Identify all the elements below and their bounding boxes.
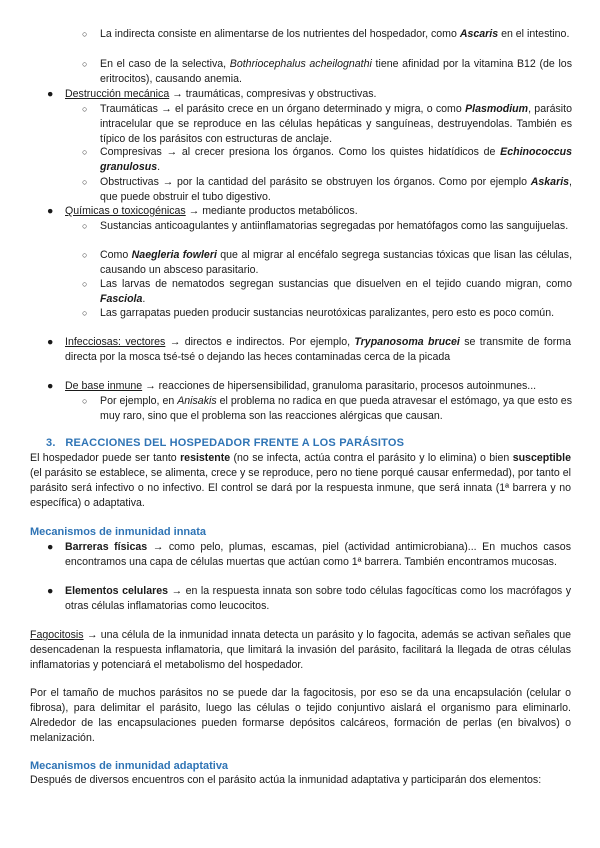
list-item-indirecta [82,27,572,42]
paragraph-encapsulacion [30,686,571,746]
list-item-naegleria [82,248,572,278]
list-item-garrapatas [82,306,572,321]
text: → como pelo, plumas, escamas, piel (actividad antimicrobiana)... En muchos casos encontramos una capa de células muertas que actúan como 1ª barrera. También encontramos mucosas. [65,541,571,568]
species-name: Bothriocephalus acheilognathi [229,58,372,70]
section-paragraph [30,451,571,511]
section-heading [46,436,404,451]
text: Las garrapatas pueden producir sustancias neurotóxicas paralizantes, pero esto es poco común. [100,307,555,319]
text: → reacciones de hipersensibilidad, granuloma parasitario, procesos autoinmunes... [142,380,537,392]
hollow-bullet-icon: ○ [82,177,88,187]
section-title: REACCIONES DEL HOSPEDADOR FRENTE A LOS PARÁSITOS [65,437,405,449]
text: . [157,161,161,173]
item-title: Destrucción mecánica [65,88,170,100]
list-item-sustancias [82,219,572,234]
list-item-base-inmune [47,379,571,394]
species-name: Ascaris [459,28,499,40]
list-item-obstructivas [82,175,572,205]
item-title: Barreras físicas [65,541,148,553]
text: . [142,293,146,305]
subheading-adaptativa: Mecanismos de inmunidad adaptativa [30,760,229,772]
item-title: Elementos celulares [65,585,169,597]
text: Compresivas → al crecer presiona los órganos. Como los quistes hidatídicos de [100,146,501,158]
text: el problema no radica en que pueda atravesar el estómago, ya que esto es muy raro, sino que el problema son las reacciones alérgicas que causan. [100,395,572,422]
text: en el intestino. [498,28,570,40]
hollow-bullet-icon: ○ [82,221,88,231]
text: El hospedador puede ser tanto [30,452,181,464]
species-name: Echinococcus granulosus [100,146,572,173]
term: resistente [180,452,231,464]
text: En el caso de la selectiva, [100,58,230,70]
hollow-bullet-icon: ○ [82,104,88,114]
species-name: Naegleria fowleri [131,249,217,261]
text: (el parásito se establece, se alimenta, crece y se reproduce, pero no tiene porqué causar enfermedad), por tanto el parásito será infectivo o no infectivo. El control se dará por la respuesta inmune, que será innata (1ª barrera y no específica) o adaptativa. [30,467,571,509]
bullet-icon: ● [47,336,54,348]
hollow-bullet-icon: ○ [82,250,88,260]
species-name: Plasmodium [465,103,529,115]
hollow-bullet-icon: ○ [82,279,88,289]
hollow-bullet-icon: ○ [82,308,88,318]
text: (no se infecta, actúa contra el parásito y lo elimina) o bien [230,452,513,464]
species-name: Trypanosoma brucei [354,336,460,348]
text: que al migrar al encéfalo segrega sustancias tóxicas que lisan las células, causando un absceso parasitario. [100,249,573,276]
bullet-icon: ● [47,88,54,100]
text: Las larvas de nematodos segregan sustancias que disuelven en el tejido cuando migran, como [100,278,572,290]
item-title: Químicas o toxicogénicas [65,205,186,217]
list-item-quimicas [47,204,571,219]
hollow-bullet-icon: ○ [82,147,88,157]
text: Por el tamaño de muchos parásitos no se puede dar la fagocitosis, por eso se da una encapsulación (celular o fibrosa), para delimitar el parásito, luego las células o tejido conjuntivo aislará el organismo para eliminarlo. Alrededor de las encapsulaciones pueden formarse depósitos calcáreos, formación de perlas (en bivalvos) o melanización. [30,687,571,744]
list-item-infecciosas [47,335,571,365]
text: , parásito intracelular que se reproduce en las células hepáticas y sanguíneas, destruyendolas. También es típico de los parásitos con estructuras de anclaje. [100,103,573,145]
term: Fagocitosis [30,629,84,641]
bullet-icon: ● [47,585,54,597]
bullet-icon: ● [47,541,54,553]
text: Sustancias anticoagulantes y antiinflamatorias segregadas por hematófagos como las sanguijuelas. [100,220,569,232]
text: se transmite de forma directa por la mosca tsé-tsé o dejando las heces contaminadas cerca de la picada [65,336,571,363]
item-title: Infecciosas: vectores [65,336,166,348]
hollow-bullet-icon: ○ [82,59,88,69]
text: Traumáticas → el parásito crece en un órgano determinado y migra, o como [100,103,466,115]
list-item-traumaticas [82,102,572,147]
species-name: Askaris [530,176,570,188]
term: susceptible [512,452,571,464]
hollow-bullet-icon: ○ [82,29,88,39]
list-item-anisakis [82,394,572,424]
list-item-larvas [82,277,572,307]
list-item-compresivas [82,145,572,175]
text: tiene afinidad por la vitamina B12 (de los eritrocitos), causando anemia. [100,58,572,85]
paragraph-adaptativa: Después de diversos encuentros con el parásito actúa la inmunidad adaptativa y participarán dos elementos: [30,774,542,786]
text: → en la respuesta innata son sobre todo células fagocíticas como los macrófagos y otras células inflamatorias como leucocitos. [65,585,572,612]
text: → directos e indirectos. Por ejemplo, [165,336,355,348]
section-number: 3. [46,437,56,449]
bullet-icon: ● [47,380,54,392]
text: → mediante productos metabólicos. [185,205,358,217]
list-item-selectiva [82,57,572,87]
bullet-icon: ● [47,205,54,217]
paragraph-fagocitosis [30,628,571,673]
text: → una célula de la inmunidad innata detecta un parásito y lo fagocita, además se activan señales que desencadenan la respuesta inflamatoria, que limitará la invasión del parásito, facilitará la llegada de otras células inflamatorias y potenciará el metabolismo del hospedador. [30,629,571,671]
text: La indirecta consiste en alimentarse de los nutrientes del hospedador, como [100,28,460,40]
subheading-innata: Mecanismos de inmunidad innata [30,526,207,538]
text: Como [100,249,132,261]
species-name: Anisakis [177,395,217,407]
text: , que puede obstruir el tubo digestivo. [100,176,572,203]
item-title: De base inmune [65,380,143,392]
list-item-mecanica [47,87,571,102]
species-name: Fasciola [100,293,143,305]
text: Obstructivas → por la cantidad del parásito se obstruyen los órganos. Como por ejemplo [100,176,531,188]
list-item-barreras [47,540,571,570]
text: → traumáticas, compresivas y obstructivas. [169,88,377,100]
hollow-bullet-icon: ○ [82,396,88,406]
text: Por ejemplo, en [100,395,178,407]
list-item-elementos [47,584,571,614]
